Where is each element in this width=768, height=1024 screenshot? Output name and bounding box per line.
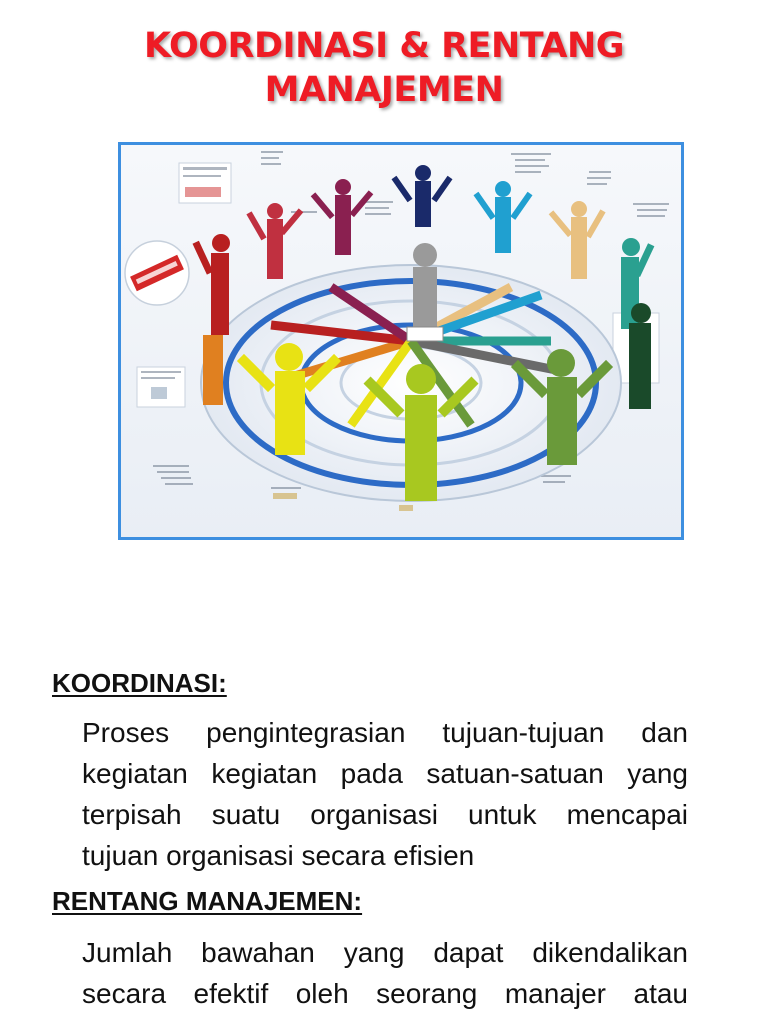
title-line-2: MANAJEMEN xyxy=(264,70,504,110)
definition-line: kegiatan kegiatan pada satuan-satuan yang xyxy=(82,758,688,789)
term-koordinasi: KOORDINASI: xyxy=(52,668,227,698)
definition-line: secara efektif oleh seorang manajer atau xyxy=(82,978,688,1009)
term-rentang-manajemen: RENTANG MANAJEMEN: xyxy=(52,886,363,916)
definition-rentang-manajemen xyxy=(82,932,688,1014)
coordination-illustration xyxy=(118,142,684,540)
definition-line: Proses pengintegrasian tujuan-tujuan dan xyxy=(82,717,688,748)
people-circle-icon xyxy=(121,145,681,537)
definition-line: tujuan organisasi secara efisien xyxy=(82,840,475,871)
definition-line: Jumlah bawahan yang dapat dikendalikan xyxy=(82,937,688,968)
definition-line: terpisah suatu organisasi untuk mencapai xyxy=(82,799,688,830)
title-line-1: KOORDINASI & RENTANG xyxy=(144,26,624,66)
page-title xyxy=(0,24,768,112)
definition-koordinasi xyxy=(82,712,688,876)
